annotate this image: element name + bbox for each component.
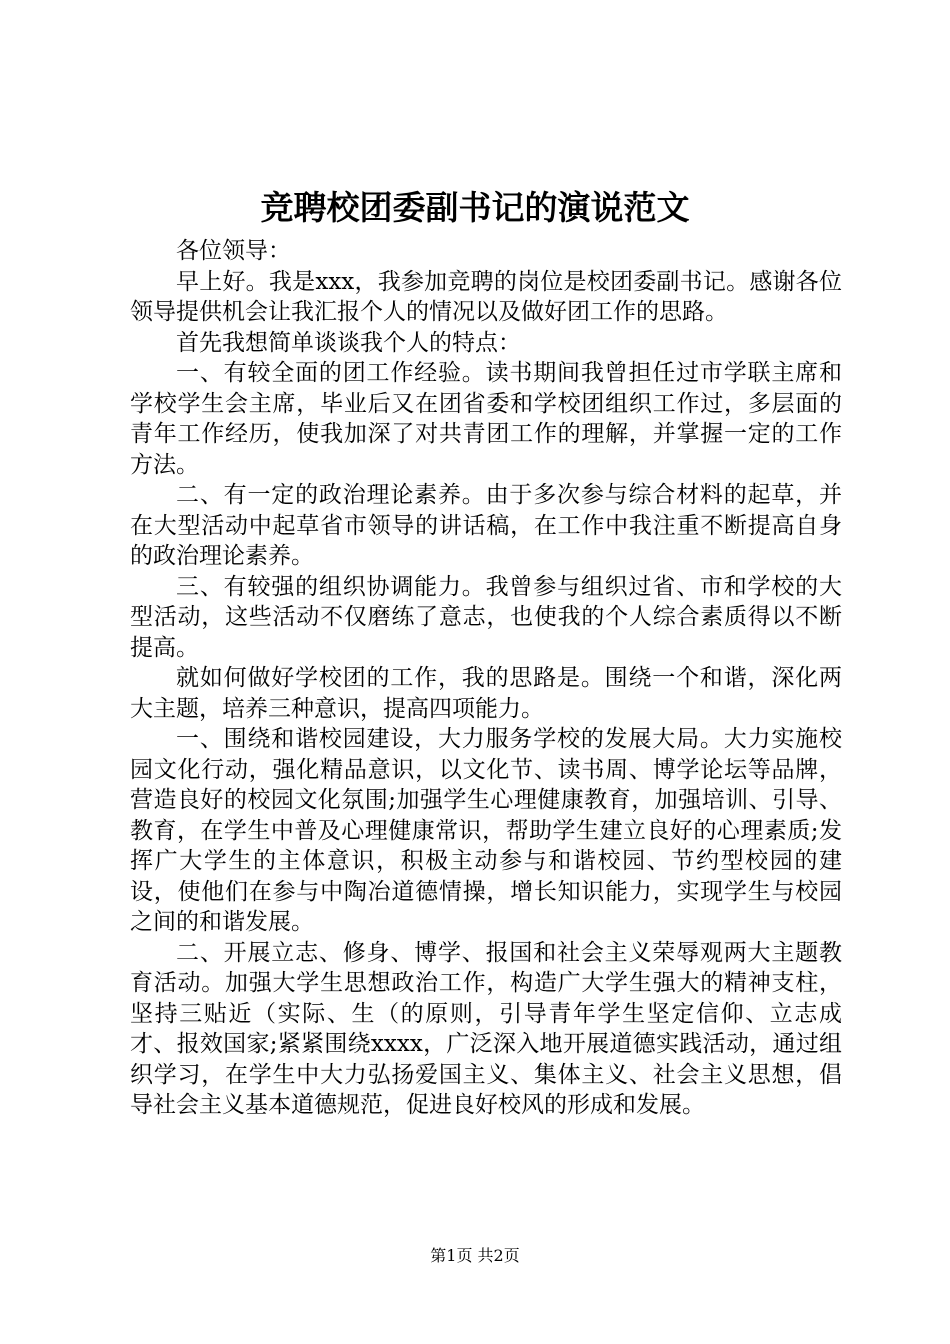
paragraph: 二、开展立志、修身、博学、报国和社会主义荣辱观两大主题教育活动。加强大学生思想政治工作，构造广大学生强大的精神支柱，坚持三贴近（实际、生（的原则，引导青年学生坚定信仰、立志成才、报效国家;紧紧围绕xxxx，广泛深入地开展道德实践活动，通过组织学习，在学生中大力弘扬爱国主义、集体主义、社会主义思想，倡导社会主义基本道德规范，促进良好校风的形成和发展。 (130, 939, 842, 1118)
paragraph: 各位领导： (176, 238, 291, 264)
page-number-footer: 第1页 共2页 (430, 1246, 520, 1265)
document-body (130, 236, 842, 1121)
paragraph: 早上好。我是xxx，我参加竞聘的岗位是校团委副书记。感谢各位领导提供机会让我汇报个人的情况以及做好团工作的思路。 (130, 268, 842, 325)
paragraph: 一、围绕和谐校园建设，大力服务学校的发展大局。大力实施校园文化行动，强化精品意识，以文化节、读书周、博学论坛等品牌，营造良好的校园文化氛围;加强学生心理健康教育，加强培训、引导、教育，在学生中普及心理健康常识，帮助学生建立良好的心理素质;发挥广大学生的主体意识，积极主动参与和谐校园、节约型校园的建设，使他们在参与中陶冶道德情操，增长知识能力，实现学生与校园之间的和谐发展。 (130, 726, 842, 935)
paragraph: 三、有较强的组织协调能力。我曾参与组织过省、市和学校的大型活动，这些活动不仅磨练了意志，也使我的个人综合素质得以不断提高。 (130, 573, 842, 661)
paragraph: 二、有一定的政治理论素养。由于多次参与综合材料的起草，并在大型活动中起草省市领导的讲话稿，在工作中我注重不断提高自身的政治理论素养。 (130, 482, 842, 569)
document-title: 竞聘校团委副书记的演说范文 (260, 188, 690, 227)
paragraph: 一、有较全面的团工作经验。读书期间我曾担任过市学联主席和学校学生会主席，毕业后又在团省委和学校团组织工作过，多层面的青年工作经历，使我加深了对共青团工作的理解，并掌握一定的工作方法。 (130, 360, 842, 478)
paragraph: 就如何做好学校团的工作，我的思路是。围绕一个和谐，深化两大主题，培养三种意识，提高四项能力。 (130, 665, 842, 722)
paragraph: 首先我想简单谈谈我个人的特点： (176, 329, 521, 356)
